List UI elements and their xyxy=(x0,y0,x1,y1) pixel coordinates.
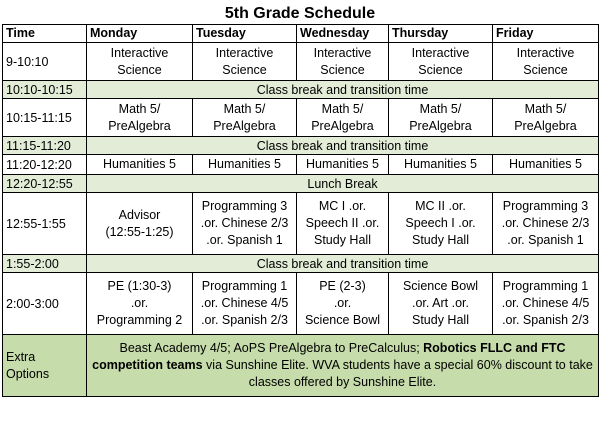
class-cell-line: Science Bowl xyxy=(402,279,479,293)
class-cell-friday xyxy=(493,273,599,335)
class-cell-line: Humanities 5 xyxy=(509,157,582,171)
break-row xyxy=(3,175,599,193)
class-cell-line: .or. Art .or. xyxy=(412,296,469,310)
schedule-body xyxy=(3,43,599,335)
time-cell: 10:15-11:15 xyxy=(3,99,87,137)
extra-options-text xyxy=(87,335,599,397)
class-cell-thursday xyxy=(389,155,493,175)
extra-options-label xyxy=(3,335,87,397)
break-row xyxy=(3,137,599,155)
break-row xyxy=(3,81,599,99)
class-cell-line: Programming 3 xyxy=(201,199,288,213)
class-cell-line: Programming 3 xyxy=(502,199,589,213)
break-label: Class break and transition time xyxy=(87,137,599,155)
class-cell-tuesday xyxy=(193,193,297,255)
class-cell-line: Humanities 5 xyxy=(103,157,176,171)
class-cell-line: PreAlgebra xyxy=(514,118,577,133)
class-cell-friday xyxy=(493,99,599,137)
class-cell-line: .or. Spanish 1 xyxy=(507,233,584,247)
class-cell-line: Study Hall xyxy=(412,313,469,327)
class-cell-tuesday xyxy=(193,273,297,335)
class-cell-line: Study Hall xyxy=(314,233,371,247)
class-cell-line: .or. Spanish 1 xyxy=(206,233,283,247)
class-cell-line: .or. Chinese 4/5 xyxy=(501,296,590,310)
class-cell-line: Science xyxy=(418,62,463,77)
extra-text-bold: Robotics FLLC and FTC competition teams xyxy=(92,341,566,372)
class-cell-wednesday xyxy=(297,99,389,137)
class-cell-line: .or. Chinese 2/3 xyxy=(501,216,590,230)
class-cell-line: Humanities 5 xyxy=(208,157,281,171)
extra-label-line1: Extra xyxy=(6,349,36,364)
class-row xyxy=(3,155,599,175)
class-cell-wednesday xyxy=(297,273,389,335)
class-row xyxy=(3,99,599,137)
class-cell-line: MC II .or. xyxy=(415,199,466,213)
class-cell-line: .or. Chinese 4/5 xyxy=(200,296,289,310)
time-cell: 10:10-10:15 xyxy=(3,81,87,99)
header-row xyxy=(3,25,599,43)
class-cell-line: .or. Spanish 2/3 xyxy=(201,313,288,327)
break-label: Class break and transition time xyxy=(87,255,599,273)
time-cell: 12:55-1:55 xyxy=(3,193,87,255)
class-cell-line: Speech II .or. xyxy=(305,216,380,230)
class-cell-thursday xyxy=(389,43,493,81)
class-cell-line: Humanities 5 xyxy=(306,157,379,171)
class-cell-tuesday xyxy=(193,43,297,81)
class-cell-line: PE (1:30-3) xyxy=(107,279,172,293)
class-cell-line: Science xyxy=(117,62,162,77)
class-row xyxy=(3,193,599,255)
time-cell: 11:15-11:20 xyxy=(3,137,87,155)
time-cell: 1:55-2:00 xyxy=(3,255,87,273)
class-cell-line: Speech I .or. xyxy=(405,216,476,230)
extra-text-part2: via Sunshine Elite. WVA students have a special 60% discount to take classes offered by Sunshine Elite. xyxy=(202,358,593,389)
class-cell-line: PreAlgebra xyxy=(108,118,171,133)
schedule-table xyxy=(2,24,599,397)
class-cell-friday xyxy=(493,193,599,255)
time-cell: 11:20-12:20 xyxy=(3,155,87,175)
header-friday: Friday xyxy=(493,25,599,43)
class-cell-line: Math 5/ xyxy=(223,101,266,116)
class-cell-thursday xyxy=(389,193,493,255)
class-cell-line: Science xyxy=(523,62,568,77)
class-cell-line: Math 5/ xyxy=(419,101,462,116)
page-title: 5th Grade Schedule xyxy=(224,5,376,22)
class-cell-monday xyxy=(87,99,193,137)
class-cell-line: MC I .or. xyxy=(318,199,367,213)
class-cell-line: Programming 1 xyxy=(502,279,589,293)
class-cell-line: Programming 2 xyxy=(96,313,183,327)
class-cell-line: Science Bowl xyxy=(304,313,381,327)
header-tuesday: Tuesday xyxy=(193,25,297,43)
class-cell-line: Interactive xyxy=(516,45,575,60)
class-row xyxy=(3,273,599,335)
class-cell-line: PreAlgebra xyxy=(409,118,472,133)
class-cell-line: Programming 1 xyxy=(201,279,288,293)
class-cell-monday xyxy=(87,155,193,175)
class-cell-wednesday xyxy=(297,193,389,255)
class-cell-line: Advisor xyxy=(118,207,161,222)
class-cell-tuesday xyxy=(193,99,297,137)
header-wednesday: Wednesday xyxy=(297,25,389,43)
class-cell-wednesday xyxy=(297,43,389,81)
class-cell-thursday xyxy=(389,99,493,137)
time-cell: 9-10:10 xyxy=(3,43,87,81)
class-cell-line: Interactive xyxy=(110,45,169,60)
time-cell: 2:00-3:00 xyxy=(3,273,87,335)
class-cell-monday xyxy=(87,193,193,255)
class-cell-wednesday xyxy=(297,155,389,175)
class-cell-line: PE (2-3) xyxy=(319,279,366,293)
break-row xyxy=(3,255,599,273)
class-cell-line: Study Hall xyxy=(412,233,469,247)
class-cell-monday xyxy=(87,43,193,81)
class-cell-friday xyxy=(493,43,599,81)
class-cell-line: Science xyxy=(320,62,365,77)
class-cell-line: Math 5/ xyxy=(524,101,567,116)
class-row xyxy=(3,43,599,81)
class-cell-line: Science xyxy=(222,62,267,77)
class-cell-line: .or. xyxy=(130,296,149,310)
class-cell-line: Interactive xyxy=(411,45,470,60)
class-cell-line: Math 5/ xyxy=(118,101,161,116)
extra-options-row xyxy=(3,335,599,397)
class-cell-tuesday xyxy=(193,155,297,175)
class-cell-line: Humanities 5 xyxy=(404,157,477,171)
class-cell-line: Interactive xyxy=(215,45,274,60)
class-cell-line: PreAlgebra xyxy=(311,118,374,133)
class-cell-line: .or. Chinese 2/3 xyxy=(200,216,289,230)
class-cell-line: .or. xyxy=(333,296,352,310)
class-cell-line: .or. Spanish 2/3 xyxy=(502,313,589,327)
class-cell-friday xyxy=(493,155,599,175)
class-cell-line: PreAlgebra xyxy=(213,118,276,133)
class-cell-line: Math 5/ xyxy=(321,101,364,116)
class-cell-monday xyxy=(87,273,193,335)
header-monday: Monday xyxy=(87,25,193,43)
break-label: Lunch Break xyxy=(87,175,599,193)
extra-text-part1: Beast Academy 4/5; AoPS PreAlgebra to PreCalculus; xyxy=(119,341,424,355)
class-cell-line: Interactive xyxy=(313,45,372,60)
header-thursday: Thursday xyxy=(389,25,493,43)
class-cell-line: (12:55-1:25) xyxy=(105,224,174,239)
class-cell-thursday xyxy=(389,273,493,335)
extra-label-line2: Options xyxy=(6,366,50,381)
header-time: Time xyxy=(3,25,87,43)
time-cell: 12:20-12:55 xyxy=(3,175,87,193)
break-label: Class break and transition time xyxy=(87,81,599,99)
